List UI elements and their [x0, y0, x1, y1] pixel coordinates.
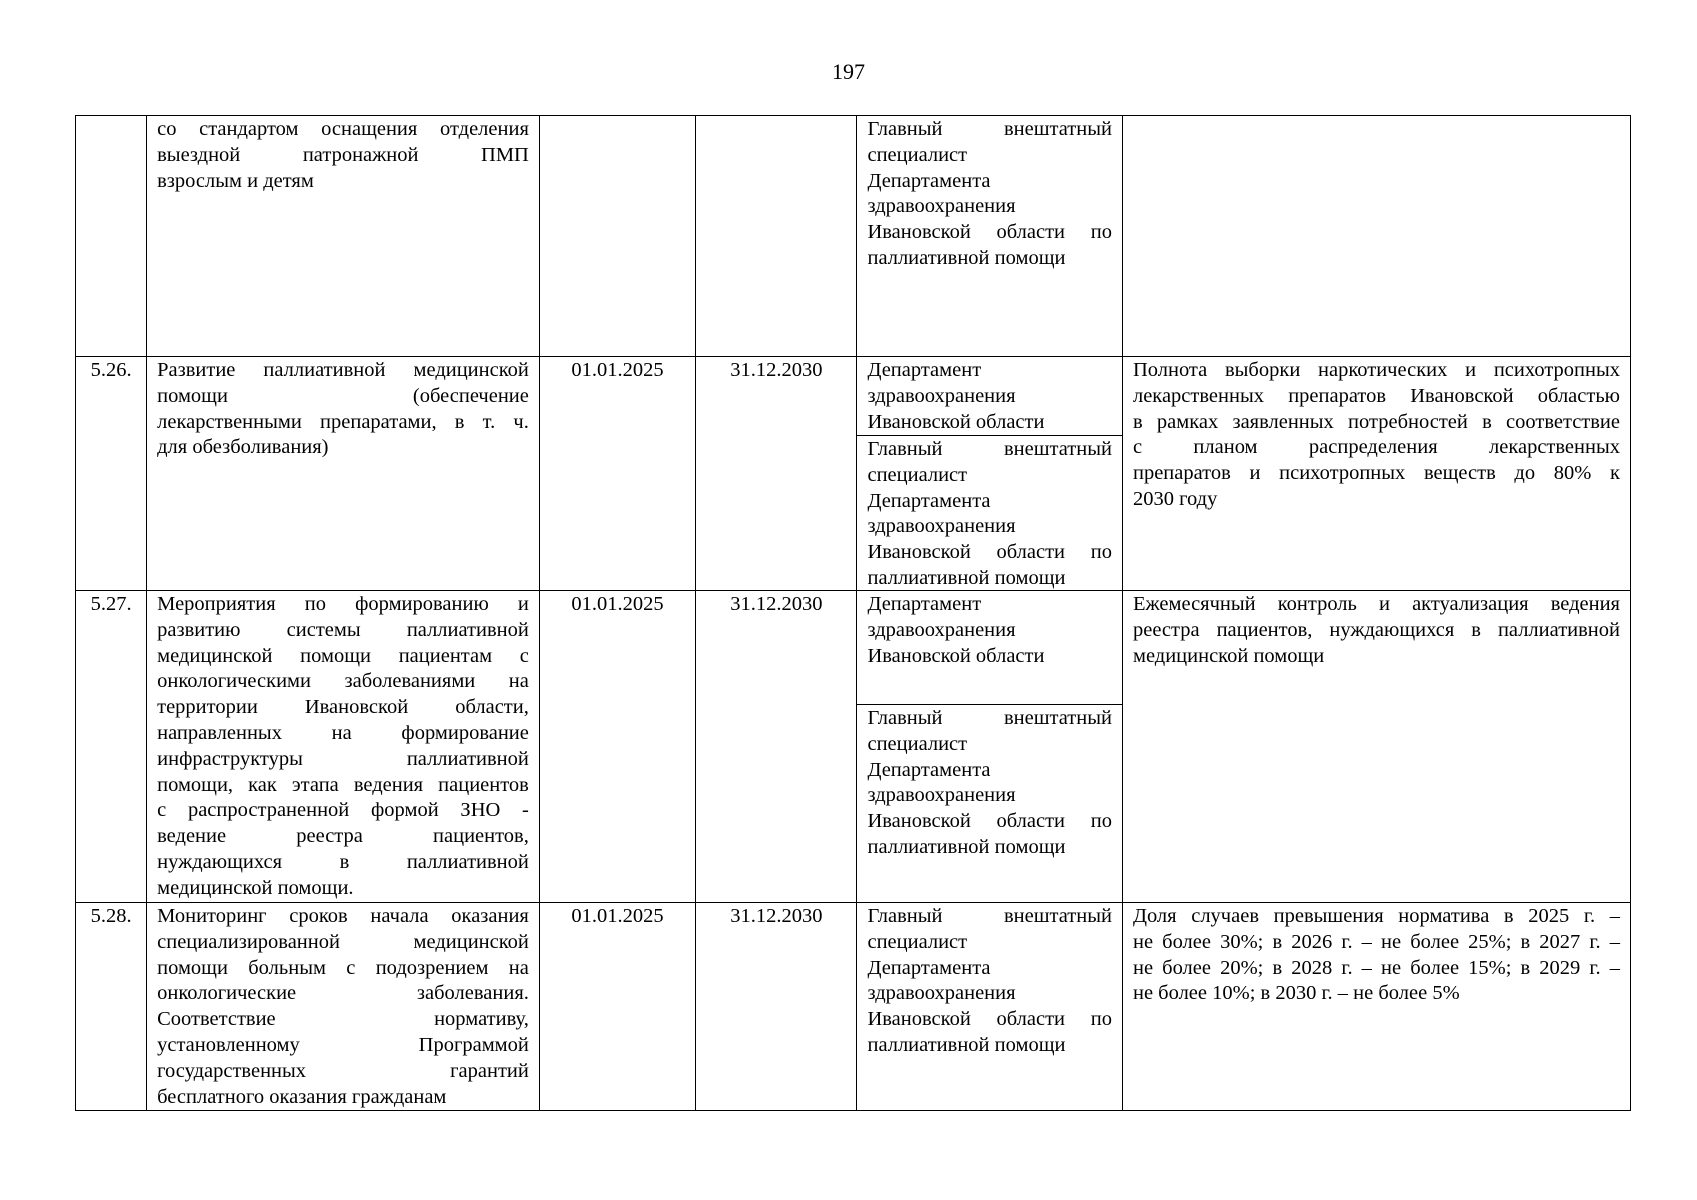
row-number: 5.28.	[76, 903, 147, 1111]
measure-name	[147, 591, 540, 903]
measure-name	[147, 116, 540, 357]
text-line: территории Ивановской области,	[157, 696, 529, 719]
text-line: лекарственных препаратов Ивановской областью	[1132, 384, 1620, 407]
end-date: 31.12.2030	[696, 357, 857, 591]
text-line: специалист	[867, 930, 968, 953]
start-date: 01.01.2025	[539, 591, 695, 903]
end-date: 31.12.2030	[696, 591, 857, 903]
text-line: Полнота выборки наркотических и психотропных	[1132, 359, 1620, 381]
text-line: Развитие паллиативной медицинской	[157, 359, 529, 381]
expected-result	[1122, 903, 1630, 1111]
text-line: Ивановской области по	[867, 1008, 1112, 1031]
responsible-executor	[857, 435, 1122, 590]
text-line: здравоохранения	[867, 384, 1016, 407]
text-line: медицинской помощи.	[157, 876, 354, 899]
text-line: здравоохранения	[867, 982, 1016, 1005]
text-line: Департамента	[867, 169, 991, 192]
table-row	[76, 903, 1631, 1111]
text-line: Ивановской области по	[867, 221, 1112, 244]
text-line: для обезболивания)	[157, 436, 329, 459]
text-line: Главный внештатный	[867, 707, 1112, 729]
row-number: 5.26.	[76, 357, 147, 591]
text-line: помощи, как этапа ведения пациентов	[157, 773, 529, 796]
responsible-executor	[857, 591, 1122, 704]
text-line: не более 30%; в 2026 г. – не более 25%; в 2027 г. –	[1132, 930, 1620, 953]
text-line: специалист	[867, 732, 968, 755]
text-line: Департамент	[867, 359, 982, 381]
text-line: помощи (обеспечение	[157, 384, 529, 407]
text-line: здравоохранения	[867, 784, 1016, 807]
expected-result	[1122, 591, 1630, 903]
text-line: Соответствие нормативу,	[157, 1008, 529, 1031]
row-number	[76, 116, 147, 357]
text-line: бесплатного оказания гражданам	[157, 1085, 447, 1108]
text-line: паллиативной помощи	[867, 566, 1066, 589]
text-line: не более 20%; в 2028 г. – не более 15%; в 2029 г. –	[1132, 956, 1620, 979]
text-line: установленному Программой	[157, 1033, 529, 1056]
text-line: Департамента	[867, 489, 991, 512]
responsible-executor	[857, 704, 1122, 902]
responsible-cell	[857, 116, 1123, 357]
page-number: 197	[832, 59, 865, 84]
table-row	[76, 591, 1631, 903]
start-date	[539, 116, 695, 357]
text-line: нуждающихся в паллиативной	[157, 850, 529, 873]
text-line: Департамента	[867, 956, 991, 979]
text-line: государственных гарантий	[157, 1059, 529, 1082]
text-line: направленных на формирование	[157, 721, 529, 744]
text-line: медицинской помощи	[1132, 644, 1325, 667]
text-line: помощи больным с подозрением на	[157, 956, 529, 979]
text-line: специалист	[867, 143, 968, 166]
text-line: препаратов и психотропных веществ до 80% к	[1132, 462, 1620, 485]
expected-result	[1122, 357, 1630, 591]
text-line: паллиативной помощи	[867, 1033, 1066, 1056]
text-line: Ивановской области	[867, 410, 1045, 433]
end-date: 31.12.2030	[696, 903, 857, 1111]
text-line: выездной патронажной ПМП	[157, 143, 529, 166]
text-line: с планом распределения лекарственных	[1132, 436, 1620, 459]
measures-table	[75, 115, 1631, 1111]
text-line: здравоохранения	[867, 618, 1016, 641]
text-line: паллиативной помощи	[867, 246, 1066, 269]
text-line: с распространенной формой ЗНО -	[157, 799, 529, 822]
responsible-cell	[857, 357, 1123, 591]
text-line: Департамент	[867, 593, 982, 615]
text-line: Главный внештатный	[867, 905, 1112, 927]
text-line: со стандартом оснащения отделения	[157, 118, 529, 140]
text-line: лекарственными препаратами, в т. ч.	[157, 410, 529, 433]
text-line: Ежемесячный контроль и актуализация ведения	[1132, 593, 1620, 615]
text-line: Главный внештатный	[867, 118, 1112, 140]
text-line: специалист	[867, 463, 968, 486]
text-line: в рамках заявленных потребностей в соответствие	[1132, 410, 1620, 433]
text-line: Мониторинг сроков начала оказания	[157, 905, 529, 927]
text-line: здравоохранения	[867, 195, 1016, 218]
text-line: не более 10%; в 2030 г. – не более 5%	[1132, 982, 1460, 1005]
text-line: паллиативной помощи	[867, 835, 1066, 858]
text-line: специализированной медицинской	[157, 930, 529, 953]
text-line: 2030 году	[1132, 487, 1218, 510]
responsible-cell	[857, 903, 1123, 1111]
text-line: Ивановской области по	[867, 810, 1112, 833]
table-row	[76, 116, 1631, 357]
expected-result	[1122, 116, 1630, 357]
text-line: Доля случаев превышения норматива в 2025 г. –	[1132, 905, 1620, 927]
text-line: Ивановской области	[867, 644, 1045, 667]
measure-name	[147, 903, 540, 1111]
text-line: взрослым и детям	[157, 169, 314, 192]
text-line: Главный внештатный	[867, 438, 1112, 460]
start-date: 01.01.2025	[539, 903, 695, 1111]
responsible-executor	[857, 116, 1122, 356]
text-line: реестра пациентов, нуждающихся в паллиативной	[1132, 618, 1620, 641]
responsible-executor	[857, 903, 1122, 1110]
text-line: Ивановской области по	[867, 541, 1112, 564]
start-date: 01.01.2025	[539, 357, 695, 591]
row-number: 5.27.	[76, 591, 147, 903]
responsible-executor	[857, 357, 1122, 435]
table-row	[76, 357, 1631, 591]
text-line: Мероприятия по формированию и	[157, 593, 529, 615]
end-date	[696, 116, 857, 357]
text-line: здравоохранения	[867, 515, 1016, 538]
responsible-cell	[857, 591, 1123, 903]
text-line: инфраструктуры паллиативной	[157, 747, 529, 770]
measure-name	[147, 357, 540, 591]
text-line: Департамента	[867, 758, 991, 781]
text-line: медицинской помощи пациентам с	[157, 644, 529, 667]
text-line: онкологическими заболеваниями на	[157, 670, 529, 693]
text-line: развитию системы паллиативной	[157, 618, 529, 641]
text-line: ведение реестра пациентов,	[157, 825, 529, 848]
text-line: онкологические заболевания.	[157, 982, 529, 1005]
